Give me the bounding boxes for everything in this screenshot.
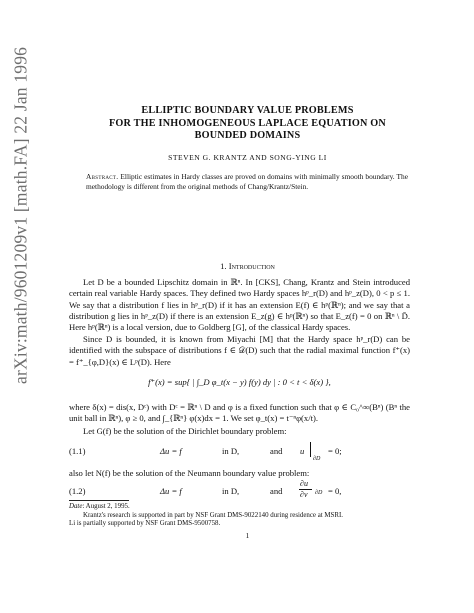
abstract-label: Abstract. [86,172,119,181]
eq1-2-and: and [270,486,283,496]
intro-paragraph-3: where δ(x) = dis(x, Dᶜ) with Dᶜ = ℝⁿ \ D and φ is a fixed function such that φ ∈ C₀^∞(Bⁿ) (Bⁿ the unit ball in ℝⁿ), φ ≥ 0, and ∫_{ℝⁿ} φ(x)dx = 1. We set φ_t(x) = t⁻ⁿφ(x/t). [69,402,410,424]
maximal-function-equation: f⁺(x) = sup{ | ∫_D φ_t(x − y) f(y) dy | : 0 < t < δ(x) }, [148,377,331,387]
eq1-2-domain: in D, [222,486,240,496]
footnote-grant-1: Krantz's research is supported in part by NSF Grant DMS-9022140 during residence at MSRI. [83,512,343,519]
equation-number-1-2: (1.2) [69,486,86,496]
abstract [86,172,408,191]
intro-paragraph-4: Let G(f) be the solution of the Dirichlet boundary problem: [83,426,287,436]
section-title: Introduction [228,261,275,271]
authors: STEVEN G. KRANTZ AND SONG-YING LI [168,153,327,162]
footnote-rule [69,500,129,501]
title-line-1: ELLIPTIC BOUNDARY VALUE PROBLEMS [141,105,354,116]
paper-title [60,105,435,143]
intro-paragraph-5: also let N(f) be the solution of the Neumann boundary value problem: [69,468,310,478]
abstract-text: Elliptic estimates in Hardy classes are proved on domains with minimally smooth boundary. The methodology is different from the original methods of Chang/Krantz/Stein. [86,172,408,191]
eq1-1-domain: in D, [222,446,240,456]
eq1-2-lhs: Δu = f [160,486,182,496]
footnote-date [69,503,410,512]
eq1-1-boundary-sub: ∂D [313,456,321,462]
eq1-1-u: u [300,446,305,456]
footnote-date-label: Date [69,503,83,510]
eq1-2-rhs: = 0, [328,486,342,496]
eq1-1-restriction-bar [310,440,311,458]
eq1-1-rhs: = 0; [328,446,342,456]
eq1-1-lhs: Δu = f [160,446,182,456]
footnote-date-value: : August 2, 1995. [82,503,130,510]
title-line-3: BOUNDED DOMAINS [194,130,301,141]
page-number: 1 [245,531,250,540]
arxiv-sidebar-stamp: arXiv:math/9601209v1 [math.FA] 22 Jan 1996 [10,46,31,384]
title-line-2: FOR THE INHOMOGENEOUS LAPLACE EQUATION ON [109,117,386,129]
eq1-2-frac-denominator: ∂ν [300,490,308,499]
intro-paragraph-2: Since D is bounded, it is known from Miyachi [M] that the Hardy space hᵖ_r(D) can be identified with the subspace of distributions f ∈ 𝒟(D) such that the radial maximal function f⁺(x) = f⁺_{φ,D}(x) ∈ Lᵖ(D). Here [69,334,410,367]
footnote-grant-2: Li is partially supported by NSF Grant DMS-9500758. [69,520,221,527]
intro-paragraph-1: Let D be a bounded Lipschitz domain in ℝⁿ. In [CKS], Chang, Krantz and Stein introduced certain real variable Hardy spaces. They defined two Hardy spaces hᵖ_r(D) and hᵖ_z(D), 0 < p ≤ 1. We say that a distribution f lies in hᵖ_r(D) if it has an extension E(f) ∈ hᵖ(ℝⁿ); and we say that a distribution g lies in hᵖ_z(D) if there is an extension E_z(g) ∈ hᵖ(ℝⁿ) so that E_z(f) = 0 on ℝⁿ \ D̄. Here hᵖ(ℝⁿ) is a local version, due to Goldberg [G], of the classical Hardy spaces. [69,277,410,333]
eq1-2-frac-numerator: ∂u [300,479,308,488]
section-heading [60,261,435,271]
eq1-2-boundary-sub: ∂D [315,490,323,496]
eq1-1-and: and [270,446,283,456]
equation-number-1-1: (1.1) [69,446,86,456]
section-number: 1. [220,261,227,271]
